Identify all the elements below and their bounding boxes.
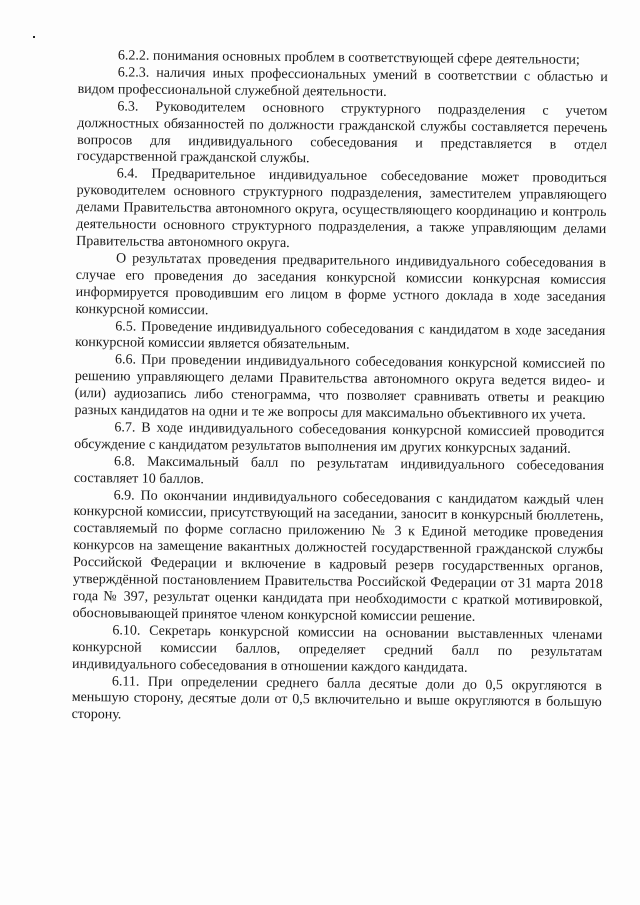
paragraph-6-8: 6.8. Максимальный балл по результатам индивидуального собеседования составляет 10 баллов. <box>73 454 605 487</box>
paragraph-6-2-2: 6.2.2. понимания основных проблем в соответствующей сфере деятельности; <box>117 48 580 68</box>
paragraph-6-5: 6.5. Проведение индивидуального собеседования с кандидатом в ходе заседания конкурсной комиссии является обязательным. <box>75 318 606 354</box>
paragraph-6-4: 6.4. Предварительное индивидуальное собеседование может проводиться руководителем основного структурного подразделения, заместителем управляющего делами Правительства автономного округа, осуществляющего координацию и контроль деятельности основного структурного подразделения, а также управляющим делами Правительства автономного округа. <box>76 166 607 252</box>
paragraph-6-7: 6.7. В ходе индивидуального собеседования конкурсной комиссией проводится обсуждение с кандидатом результатов выполнения им других конкурсных заданий. <box>74 420 605 457</box>
document-body <box>72 48 608 729</box>
paragraph-6-2-3: 6.2.3. наличия иных профессиональных умений в соответствии с областью и видом профессиональной служебной деятельности. <box>77 65 608 100</box>
paragraph-6-11: 6.11. При определении среднего балла десятые доли до 0,5 округляются в меньшую сторону, десятые доли от 0,5 включительно и выше округляются в большую сторону. <box>71 673 602 723</box>
paragraph-6-9: 6.9. По окончании индивидуального собеседования с кандидатом каждый член конкурсной комиссии, присутствующий на заседании, заносит в конкурсный бюллетень, составляемый по форме согласно приложению № 3 к Единой методике проведения конкурсов на замещение вакантных должностей государственной гражданской службы Российской Федерации и включение в кадровый резерв государственных органов, утверждённой постановлением Правительства Российской Федерации от 31 марта 2018 года № 397, результат оценки кандидата при необходимости с краткой мотивировкой, обосновывающей принятое членом конкурсной комиссии решение. <box>72 487 604 625</box>
scan-speck <box>33 36 35 38</box>
paragraph-6-6: 6.6. При проведении индивидуального собеседования конкурсной комиссией по решению управляющего делами Правительства автономного округа ведется видео- и (или) аудиозапись либо стенограмма, что позволяет сравнивать ответы и реакцию разных кандидатов на одни и те же вопросы для максимально объективного их учета. <box>74 352 606 423</box>
paragraph-6-10: 6.10. Секретарь конкурсной комиссии на основании выставленных членами конкурсной комиссии баллов, определяет средний балл по результатам индивидуального собеседования в отношении каждого кандидата. <box>72 623 603 676</box>
paragraph-6-3: 6.3. Руководителем основного структурного подразделения с учетом должностных обязанностей по должности гражданской службы составляется перечень вопросов для индивидуального собеседования и представляется в отдел государственной гражданской службы. <box>76 99 608 167</box>
paragraph-6-4-results: О результатах проведения предварительного индивидуального собеседования в случае его проведения до заседания конкурсной комиссии конкурсная комиссия информируется проводившим его лицом в форме устного доклада в ходе заседания конкурсной комиссии. <box>75 251 607 318</box>
